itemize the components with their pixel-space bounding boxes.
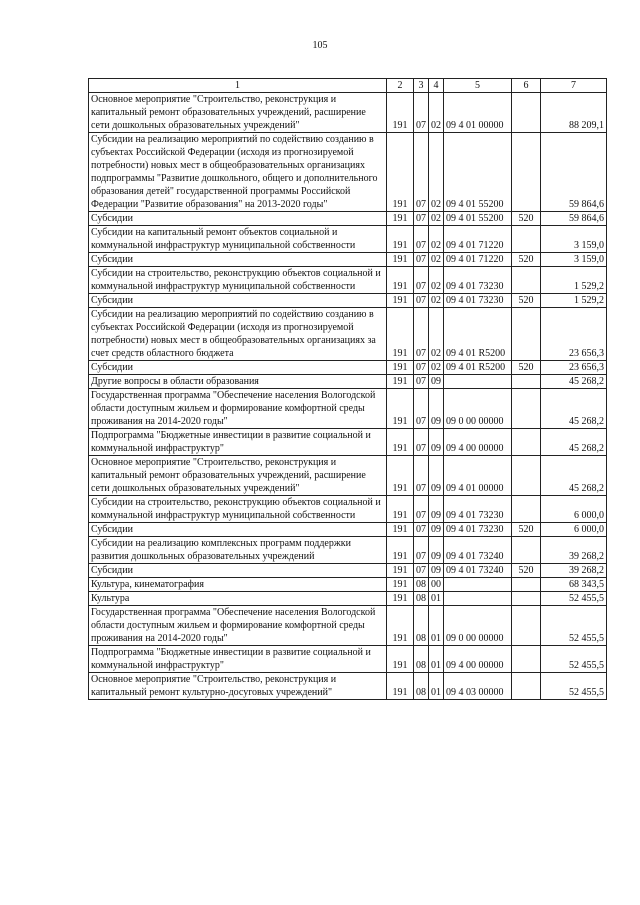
grbs-code-cell: 191 <box>387 253 414 267</box>
expense-type-cell <box>512 673 541 700</box>
column-header: 1 <box>89 79 387 93</box>
target-article-cell: 09 4 00 00000 <box>444 646 512 673</box>
grbs-code-cell: 191 <box>387 578 414 592</box>
column-header: 3 <box>414 79 429 93</box>
expense-type-cell: 520 <box>512 294 541 308</box>
section-code-cell: 07 <box>414 429 429 456</box>
row-name-cell: Культура, кинематография <box>89 578 387 592</box>
target-article-cell: 09 4 01 00000 <box>444 456 512 496</box>
section-code-cell: 08 <box>414 673 429 700</box>
row-name-cell: Субсидии на строительство, реконструкцию объектов социальной и коммунальной инфраструктур муниципальной собственности <box>89 267 387 294</box>
subsection-code-cell: 02 <box>429 226 444 253</box>
section-code-cell: 07 <box>414 294 429 308</box>
column-header: 4 <box>429 79 444 93</box>
grbs-code-cell: 191 <box>387 592 414 606</box>
grbs-code-cell: 191 <box>387 496 414 523</box>
row-name-cell: Основное мероприятие "Строительство, реконструкция и капитальный ремонт культурно-досуговых учреждений" <box>89 673 387 700</box>
section-code-cell: 07 <box>414 308 429 361</box>
section-code-cell: 08 <box>414 606 429 646</box>
target-article-cell: 09 4 01 00000 <box>444 93 512 133</box>
amount-cell: 59 864,6 <box>541 133 607 212</box>
subsection-code-cell: 02 <box>429 361 444 375</box>
row-name-cell: Основное мероприятие "Строительство, реконструкция и капитальный ремонт образовательных учреждений, расширение сети дошкольных образовательных учреждений" <box>89 93 387 133</box>
amount-cell: 6 000,0 <box>541 523 607 537</box>
grbs-code-cell: 191 <box>387 606 414 646</box>
subsection-code-cell: 02 <box>429 253 444 267</box>
target-article-cell <box>444 592 512 606</box>
subsection-code-cell: 09 <box>429 375 444 389</box>
amount-cell: 6 000,0 <box>541 496 607 523</box>
target-article-cell: 09 4 00 00000 <box>444 429 512 456</box>
expense-type-cell <box>512 375 541 389</box>
section-code-cell: 07 <box>414 375 429 389</box>
grbs-code-cell: 191 <box>387 523 414 537</box>
target-article-cell: 09 0 00 00000 <box>444 389 512 429</box>
grbs-code-cell: 191 <box>387 133 414 212</box>
table-row <box>89 496 607 523</box>
row-name-cell: Субсидии на строительство, реконструкцию объектов социальной и коммунальной инфраструктур муниципальной собственности <box>89 496 387 523</box>
subsection-code-cell: 02 <box>429 308 444 361</box>
subsection-code-cell: 09 <box>429 523 444 537</box>
target-article-cell: 09 0 00 00000 <box>444 606 512 646</box>
section-code-cell: 07 <box>414 133 429 212</box>
table-row <box>89 375 607 389</box>
row-name-cell: Государственная программа "Обеспечение населения Вологодской области доступным жильем и формирование комфортной среды проживания на 2014-2020 годы" <box>89 606 387 646</box>
target-article-cell <box>444 375 512 389</box>
table-row <box>89 226 607 253</box>
row-name-cell: Субсидии <box>89 294 387 308</box>
amount-cell: 39 268,2 <box>541 564 607 578</box>
expense-type-cell <box>512 133 541 212</box>
section-code-cell: 07 <box>414 361 429 375</box>
amount-cell: 59 864,6 <box>541 212 607 226</box>
grbs-code-cell: 191 <box>387 429 414 456</box>
table-row <box>89 253 607 267</box>
subsection-code-cell: 01 <box>429 606 444 646</box>
column-header: 2 <box>387 79 414 93</box>
subsection-code-cell: 02 <box>429 267 444 294</box>
grbs-code-cell: 191 <box>387 537 414 564</box>
amount-cell: 45 268,2 <box>541 375 607 389</box>
table-row <box>89 537 607 564</box>
subsection-code-cell: 02 <box>429 133 444 212</box>
table-row <box>89 429 607 456</box>
grbs-code-cell: 191 <box>387 93 414 133</box>
expense-type-cell: 520 <box>512 212 541 226</box>
expense-type-cell <box>512 226 541 253</box>
amount-cell: 52 455,5 <box>541 646 607 673</box>
amount-cell: 68 343,5 <box>541 578 607 592</box>
target-article-cell: 09 4 01 55200 <box>444 212 512 226</box>
target-article-cell: 09 4 01 73240 <box>444 537 512 564</box>
subsection-code-cell: 01 <box>429 646 444 673</box>
subsection-code-cell: 09 <box>429 564 444 578</box>
table-row <box>89 523 607 537</box>
table-row <box>89 606 607 646</box>
subsection-code-cell: 01 <box>429 673 444 700</box>
amount-cell: 52 455,5 <box>541 592 607 606</box>
expense-type-cell <box>512 496 541 523</box>
amount-cell: 52 455,5 <box>541 673 607 700</box>
amount-cell: 1 529,2 <box>541 294 607 308</box>
table-row <box>89 93 607 133</box>
row-name-cell: Субсидии <box>89 212 387 226</box>
section-code-cell: 07 <box>414 456 429 496</box>
table-row <box>89 361 607 375</box>
section-code-cell: 07 <box>414 253 429 267</box>
table-row <box>89 267 607 294</box>
table-body <box>89 93 607 700</box>
grbs-code-cell: 191 <box>387 389 414 429</box>
expense-type-cell <box>512 429 541 456</box>
expense-type-cell <box>512 578 541 592</box>
row-name-cell: Субсидии на капитальный ремонт объектов социальной и коммунальной инфраструктур муниципальной собственности <box>89 226 387 253</box>
target-article-cell: 09 4 01 71220 <box>444 253 512 267</box>
target-article-cell: 09 4 01 R5200 <box>444 361 512 375</box>
target-article-cell: 09 4 01 R5200 <box>444 308 512 361</box>
grbs-code-cell: 191 <box>387 294 414 308</box>
row-name-cell: Субсидии <box>89 361 387 375</box>
amount-cell: 3 159,0 <box>541 253 607 267</box>
amount-cell: 39 268,2 <box>541 537 607 564</box>
grbs-code-cell: 191 <box>387 226 414 253</box>
table-row <box>89 578 607 592</box>
amount-cell: 1 529,2 <box>541 267 607 294</box>
target-article-cell: 09 4 01 73240 <box>444 564 512 578</box>
expense-type-cell <box>512 456 541 496</box>
expense-type-cell: 520 <box>512 523 541 537</box>
subsection-code-cell: 09 <box>429 537 444 564</box>
subsection-code-cell: 01 <box>429 592 444 606</box>
grbs-code-cell: 191 <box>387 212 414 226</box>
target-article-cell: 09 4 01 73230 <box>444 496 512 523</box>
grbs-code-cell: 191 <box>387 308 414 361</box>
expense-type-cell <box>512 606 541 646</box>
row-name-cell: Субсидии <box>89 253 387 267</box>
column-header: 5 <box>444 79 512 93</box>
subsection-code-cell: 09 <box>429 389 444 429</box>
budget-table <box>88 78 607 700</box>
row-name-cell: Основное мероприятие "Строительство, реконструкция и капитальный ремонт образовательных учреждений, расширение сети дошкольных образовательных учреждений" <box>89 456 387 496</box>
subsection-code-cell: 02 <box>429 212 444 226</box>
table-row <box>89 592 607 606</box>
subsection-code-cell: 09 <box>429 429 444 456</box>
expense-type-cell <box>512 389 541 429</box>
row-name-cell: Подпрограмма "Бюджетные инвестиции в развитие социальной и коммунальной инфраструктур" <box>89 429 387 456</box>
table-row <box>89 294 607 308</box>
amount-cell: 23 656,3 <box>541 308 607 361</box>
page-number: 105 <box>312 40 328 51</box>
row-name-cell: Другие вопросы в области образования <box>89 375 387 389</box>
table-row <box>89 212 607 226</box>
table-row <box>89 456 607 496</box>
expense-type-cell <box>512 592 541 606</box>
target-article-cell: 09 4 03 00000 <box>444 673 512 700</box>
amount-cell: 45 268,2 <box>541 456 607 496</box>
amount-cell: 52 455,5 <box>541 606 607 646</box>
section-code-cell: 07 <box>414 537 429 564</box>
amount-cell: 3 159,0 <box>541 226 607 253</box>
amount-cell: 45 268,2 <box>541 429 607 456</box>
grbs-code-cell: 191 <box>387 673 414 700</box>
grbs-code-cell: 191 <box>387 375 414 389</box>
expense-type-cell: 520 <box>512 361 541 375</box>
row-name-cell: Подпрограмма "Бюджетные инвестиции в развитие социальной и коммунальной инфраструктур" <box>89 646 387 673</box>
subsection-code-cell: 09 <box>429 456 444 496</box>
section-code-cell: 08 <box>414 646 429 673</box>
expense-type-cell <box>512 646 541 673</box>
grbs-code-cell: 191 <box>387 646 414 673</box>
table-row <box>89 564 607 578</box>
subsection-code-cell: 02 <box>429 93 444 133</box>
column-header: 6 <box>512 79 541 93</box>
table-row <box>89 673 607 700</box>
section-code-cell: 07 <box>414 496 429 523</box>
table-header-row <box>89 79 607 93</box>
amount-cell: 23 656,3 <box>541 361 607 375</box>
expense-type-cell <box>512 537 541 564</box>
expense-type-cell <box>512 93 541 133</box>
grbs-code-cell: 191 <box>387 564 414 578</box>
section-code-cell: 07 <box>414 226 429 253</box>
target-article-cell: 09 4 01 71220 <box>444 226 512 253</box>
table-row <box>89 133 607 212</box>
subsection-code-cell: 09 <box>429 496 444 523</box>
row-name-cell: Субсидии на реализацию мероприятий по содействию созданию в субъектах Российской Федерации (исходя из прогнозируемой потребности) новых мест в общеобразовательных организациях за счет средств областного бюджета <box>89 308 387 361</box>
section-code-cell: 08 <box>414 592 429 606</box>
row-name-cell: Культура <box>89 592 387 606</box>
section-code-cell: 07 <box>414 523 429 537</box>
target-article-cell: 09 4 01 73230 <box>444 294 512 308</box>
target-article-cell: 09 4 01 73230 <box>444 523 512 537</box>
target-article-cell <box>444 578 512 592</box>
section-code-cell: 08 <box>414 578 429 592</box>
expense-type-cell <box>512 308 541 361</box>
row-name-cell: Субсидии <box>89 523 387 537</box>
section-code-cell: 07 <box>414 564 429 578</box>
column-header: 7 <box>541 79 607 93</box>
row-name-cell: Субсидии <box>89 564 387 578</box>
amount-cell: 45 268,2 <box>541 389 607 429</box>
amount-cell: 88 209,1 <box>541 93 607 133</box>
row-name-cell: Субсидии на реализацию комплексных программ поддержки развития дошкольных образовательных учреждений <box>89 537 387 564</box>
table-row <box>89 646 607 673</box>
target-article-cell: 09 4 01 55200 <box>444 133 512 212</box>
expense-type-cell: 520 <box>512 253 541 267</box>
grbs-code-cell: 191 <box>387 267 414 294</box>
section-code-cell: 07 <box>414 267 429 294</box>
row-name-cell: Субсидии на реализацию мероприятий по содействию созданию в субъектах Российской Федерации (исходя из прогнозируемой потребности) новых мест в общеобразовательных организациях подпрограммы "Развитие дошкольного, общего и дополнительного образования детей" государственной программы Российской Федерации "Развитие образования" на 2013-2020 годы" <box>89 133 387 212</box>
subsection-code-cell: 00 <box>429 578 444 592</box>
row-name-cell: Государственная программа "Обеспечение населения Вологодской области доступным жильем и формирование комфортной среды проживания на 2014-2020 годы" <box>89 389 387 429</box>
expense-type-cell: 520 <box>512 564 541 578</box>
expense-type-cell <box>512 267 541 294</box>
grbs-code-cell: 191 <box>387 361 414 375</box>
grbs-code-cell: 191 <box>387 456 414 496</box>
subsection-code-cell: 02 <box>429 294 444 308</box>
section-code-cell: 07 <box>414 93 429 133</box>
section-code-cell: 07 <box>414 212 429 226</box>
section-code-cell: 07 <box>414 389 429 429</box>
table-row <box>89 308 607 361</box>
table-row <box>89 389 607 429</box>
target-article-cell: 09 4 01 73230 <box>444 267 512 294</box>
